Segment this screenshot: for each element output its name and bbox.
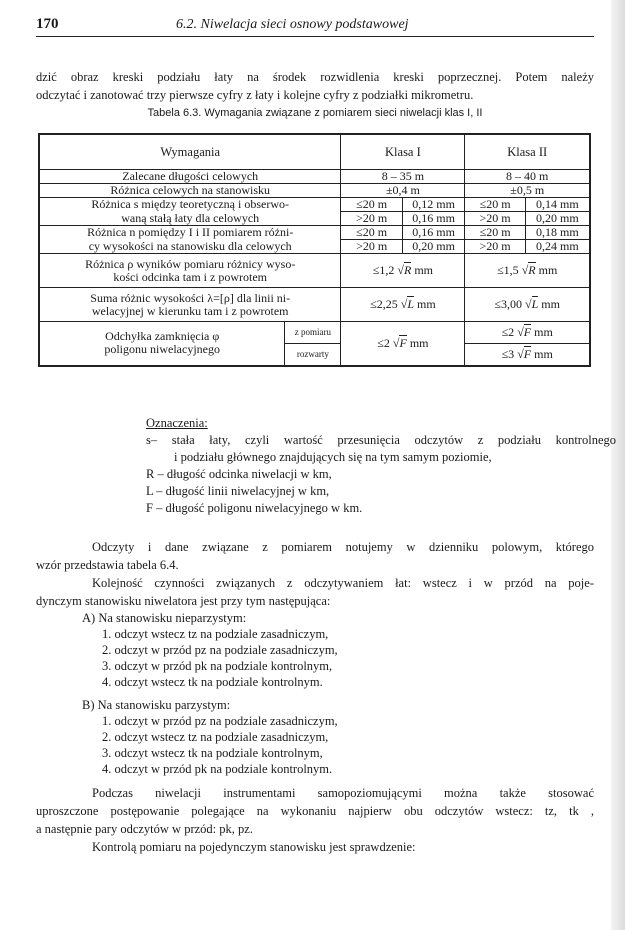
- formula-unit: mm: [538, 263, 558, 277]
- req-line: welacyjnej w kierunku tam i z powrotem: [91, 303, 289, 318]
- table-row: [39, 212, 590, 226]
- list-item: 2. odczyt w przód pz na podziale zasadniczym,: [102, 643, 338, 657]
- req-line: kości odcinka tam i z powrotem: [113, 269, 268, 284]
- req-line: poligonu niwelacyjnego: [104, 342, 220, 357]
- class2-formula: ≤3,00 √L mm: [465, 288, 590, 322]
- table-caption: Tabela 6.3. Wymagania związane z pomiarem sieci niwelacji klas I, II: [147, 107, 483, 119]
- list-odd-station: [82, 610, 338, 690]
- notation-line: i podziału głównego znajdujących się na tym samym poziomie,: [174, 450, 492, 464]
- table-header-row: [39, 134, 590, 170]
- class2-formula: ≤2 √F mm: [465, 322, 590, 344]
- table-row: [39, 322, 590, 344]
- paragraph-line: a następnie pary odczytów w przód: pk, pz.: [36, 822, 253, 836]
- formula-unit: mm: [417, 297, 436, 311]
- req-cell: Różnica celowych na stanowisku: [39, 184, 341, 198]
- page-header: [36, 14, 594, 37]
- notation-line: R – długość odcinka niwelacji w km,: [146, 467, 332, 481]
- notation-line: F – długość poligonu niwelacyjnego w km.: [146, 501, 363, 515]
- class1-formula: ≤2 √F mm: [341, 322, 465, 366]
- class1-value: 0,12 mm: [402, 198, 465, 212]
- table-row: [39, 198, 590, 212]
- header-requirements: Wymagania: [39, 134, 341, 170]
- class2-formula: ≤3 √F mm: [465, 344, 590, 366]
- list-item: 3. odczyt wstecz tk na podziale kontrolnym,: [102, 746, 323, 760]
- paragraph-line: Kolejność czynności związanych z odczytywaniem łat: wstecz i w przód na poje-: [92, 576, 594, 590]
- formula-prefix: ≤1,2: [372, 263, 395, 277]
- class1-cell: ±0,4 m: [341, 184, 465, 198]
- sub-label: rozwarty: [285, 344, 341, 366]
- formula-prefix: ≤3,00: [494, 297, 523, 311]
- notation-block: [146, 415, 616, 517]
- req-cell: [39, 322, 285, 366]
- class2-range: ≤20 m: [465, 198, 525, 212]
- req-line: Suma różnic wysokości λ=[ρ] dla linii ni-: [90, 290, 291, 305]
- list-item: 4. odczyt wstecz tk na podziale kontrolnym.: [102, 675, 323, 689]
- class2-value: 0,14 mm: [525, 198, 590, 212]
- intro-line: odczytać i zanotować trzy pierwsze cyfry z łaty i kolejne cyfry z podziałki mikrometru.: [36, 88, 474, 102]
- running-title: 6.2. Niwelacja sieci osnowy podstawowej: [176, 17, 409, 32]
- paragraph-line: Kontrolą pomiaru na pojedynczym stanowisku jest sprawdzenie:: [92, 840, 416, 854]
- class2-range: >20 m: [465, 212, 525, 226]
- notation-title: Oznaczenia:: [146, 416, 208, 430]
- formula-variable: F: [523, 325, 532, 339]
- class2-formula: ≤1,5 √R mm: [465, 254, 590, 288]
- class2-cell: 8 – 40 m: [465, 170, 590, 184]
- paragraph-line: wzór przedstawia tabela 6.4.: [36, 558, 179, 572]
- req-line: Różnica ρ wyników pomiaru różnicy wyso-: [85, 256, 296, 271]
- req-cell: Różnica n pomiędzy I i II pomiarem różni-: [39, 226, 341, 240]
- notation-line: s– stała łaty, czyli wartość przesunięcia odczytów z podziału kontrolnego: [146, 433, 616, 447]
- formula-variable: F: [523, 346, 532, 361]
- table-row: [39, 240, 590, 254]
- header-class-2: Klasa II: [465, 134, 590, 170]
- list-item: 3. odczyt w przód pk na podziale kontrolnym,: [102, 659, 333, 673]
- formula-prefix: ≤2,25: [370, 297, 398, 311]
- formula-unit: mm: [409, 335, 429, 350]
- req-cell: [39, 288, 341, 322]
- class2-range: >20 m: [465, 240, 525, 254]
- formula-variable: R: [528, 263, 536, 277]
- formula-prefix: ≤3: [501, 346, 515, 361]
- formula-variable: L: [407, 297, 414, 311]
- intro-paragraph: [36, 68, 594, 104]
- table-row: [39, 226, 590, 240]
- class1-range: >20 m: [341, 212, 402, 226]
- formula-unit: mm: [541, 297, 560, 311]
- table-row: [39, 184, 590, 198]
- formula-variable: R: [403, 263, 412, 277]
- notation-line: L – długość linii niwelacyjnej w km,: [146, 484, 330, 498]
- formula-prefix: ≤2: [501, 325, 515, 339]
- intro-line: dzić obraz kreski podziału łaty na środek rozwidlenia kreski poprzecznej. Potem należy: [36, 70, 594, 84]
- header-class-1: Klasa I: [341, 134, 465, 170]
- class1-value: 0,20 mm: [402, 240, 465, 254]
- req-cell: cy wysokości na stanowisku dla celowych: [39, 240, 341, 254]
- req-cell: waną stałą łaty dla celowych: [39, 212, 341, 226]
- paragraph-line: dynczym stanowisku niwelatora jest przy tym następująca:: [36, 594, 331, 608]
- formula-unit: mm: [534, 325, 553, 339]
- class1-value: 0,16 mm: [402, 212, 465, 226]
- list-item: 4. odczyt w przód pk na podziale kontrolnym.: [102, 762, 333, 776]
- class2-value: 0,20 mm: [525, 212, 590, 226]
- list-item: 1. odczyt wstecz tz na podziale zasadniczym,: [102, 627, 329, 641]
- class1-range: ≤20 m: [341, 198, 402, 212]
- class1-formula: ≤2,25 √L mm: [341, 288, 465, 322]
- formula-prefix: ≤1,5: [497, 263, 519, 277]
- req-line: Odchyłka zamknięcia φ: [105, 329, 220, 344]
- class1-formula: ≤1,2 √R mm: [341, 254, 465, 288]
- req-cell: Zalecane długości celowych: [39, 170, 341, 184]
- class2-value: 0,24 mm: [525, 240, 590, 254]
- formula-unit: mm: [414, 263, 433, 277]
- paragraph-line: Odczyty i dane związane z pomiarem notujemy w dzienniku polowym, którego: [92, 540, 594, 554]
- sub-label: z pomiaru: [285, 322, 341, 344]
- list-even-station: [82, 697, 338, 777]
- paragraph: [36, 784, 594, 856]
- req-cell: Różnica s między teoretyczną i obserwo-: [39, 198, 341, 212]
- formula-prefix: ≤2: [377, 335, 390, 350]
- table-row: [39, 288, 590, 322]
- requirements-table: [38, 133, 591, 367]
- class1-range: ≤20 m: [341, 226, 402, 240]
- req-cell: [39, 254, 341, 288]
- list-title: B) Na stanowisku parzystym:: [82, 698, 231, 712]
- list-title: A) Na stanowisku nieparzystym:: [82, 611, 247, 625]
- formula-unit: mm: [534, 346, 553, 361]
- paragraph: [36, 538, 594, 610]
- paragraph-line: uproszczone postępowanie polegające na wykonaniu najpierw obu odczytów wstecz: tz, tk ,: [36, 804, 594, 818]
- class2-value: 0,18 mm: [525, 226, 590, 240]
- class1-value: 0,16 mm: [402, 226, 465, 240]
- list-item: 1. odczyt w przód pz na podziale zasadniczym,: [102, 714, 338, 728]
- table-row: [39, 254, 590, 288]
- class1-range: >20 m: [341, 240, 402, 254]
- formula-variable: F: [399, 335, 407, 350]
- list-item: 2. odczyt wstecz tz na podziale zasadniczym,: [102, 730, 329, 744]
- class1-cell: 8 – 35 m: [341, 170, 465, 184]
- table-row: [39, 170, 590, 184]
- page-number: 170: [36, 16, 59, 32]
- formula-variable: L: [531, 297, 539, 311]
- class2-cell: ±0,5 m: [465, 184, 590, 198]
- paragraph-line: Podczas niwelacji instrumentami samopoziomującymi można także stosować: [92, 786, 594, 800]
- class2-range: ≤20 m: [465, 226, 525, 240]
